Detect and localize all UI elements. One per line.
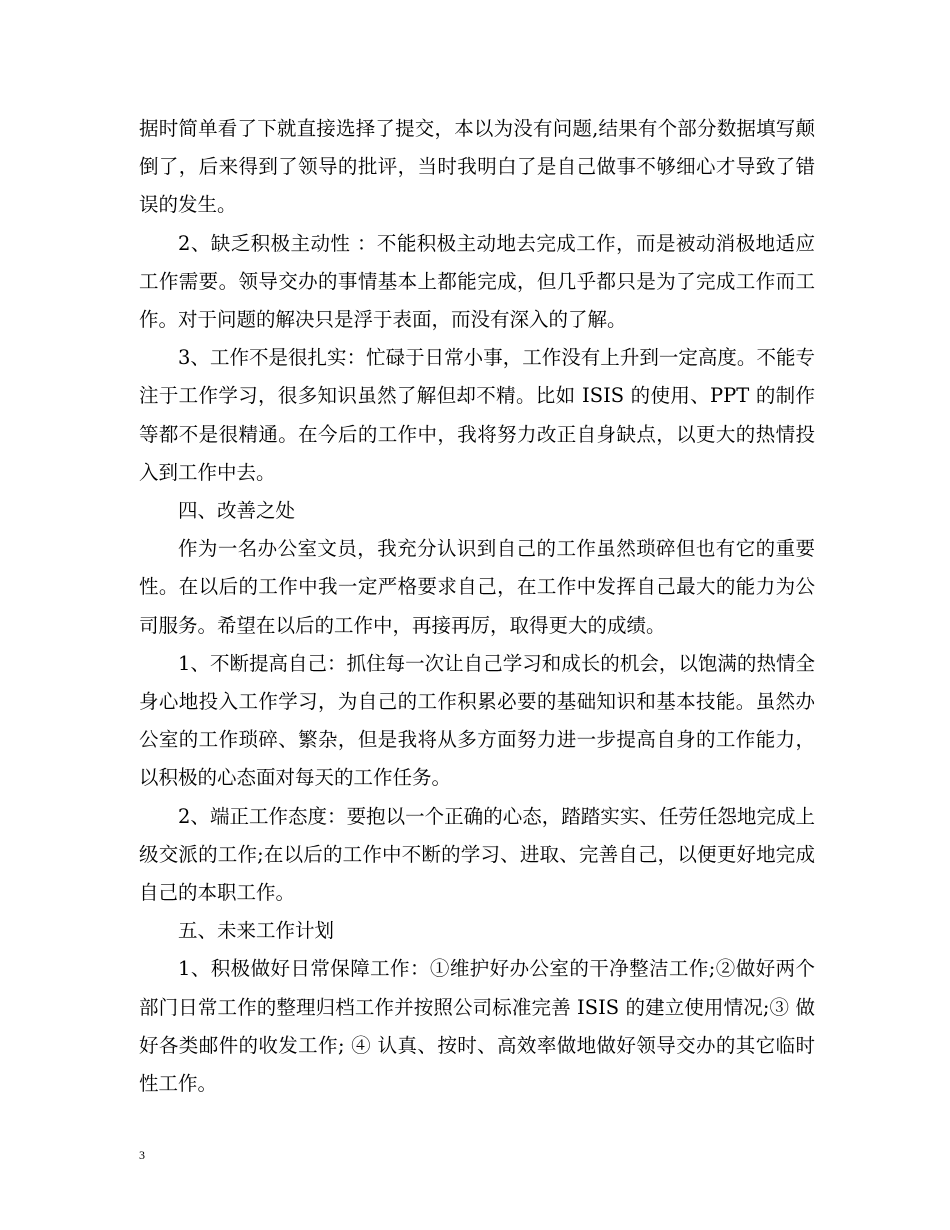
paragraph-self-improvement: 1、不断提高自己：抓住每一次让自己学习和成长的机会，以饱满的热情全身心地投入工作学习，为自己的工作积累必要的基础知识和基本技能。虽然办公室的工作琐碎、繁杂，但是我将从多方面努力进一步提高自身的工作能力，以积极的心态面对每天的工作任务。 (139, 651, 815, 790)
section-heading-future-plan: 五、未来工作计划 (178, 919, 335, 943)
page-number: 3 (139, 1148, 145, 1162)
document-body (139, 110, 815, 1103)
paragraph-continued: 据时简单看了下就直接选择了提交，本以为没有问题,结果有个部分数据填写颠倒了，后来得到了领导的批评，当时我明白了是自己做事不够细心才导致了错误的发生。 (139, 117, 815, 217)
paragraph-lack-initiative: 2、缺乏积极主动性 ：不能积极主动地去完成工作，而是被动消极地适应工作需要。领导交办的事情基本上都能完成，但几乎都只是为了完成工作而工作。对于问题的解决只是浮于表面，而没有深入的了解。 (139, 231, 815, 332)
paragraph-improvements-intro: 作为一名办公室文员，我充分认识到自己的工作虽然琐碎但也有它的重要性。在以后的工作中我一定严格要求自己，在工作中发挥自己最大的能力为公司服务。希望在以后的工作中，再接再厉，取得更大的成绩。 (139, 537, 815, 637)
section-heading-improvements: 四、改善之处 (178, 499, 296, 523)
paragraph-daily-support: 1、积极做好日常保障工作：①维护好办公室的干净整洁工作;②做好两个部门日常工作的整理归档工作并按照公司标准完善 ISIS 的建立使用情况;③ 做好各类邮件的收发工作; ④ 认真、按时、高效率做地做好领导交办的其它临时性工作。 (139, 957, 815, 1096)
paragraph-not-solid: 3、工作不是很扎实：忙碌于日常小事，工作没有上升到一定高度。不能专注于工作学习，很多知识虽然了解但却不精。比如 ISIS 的使用、PPT 的制作等都不是很精通。在今后的工作中，我将努力改正自身缺点，以更大的热情投入到工作中去。 (139, 346, 815, 484)
paragraph-work-attitude: 2、端正工作态度：要抱以一个正确的心态，踏踏实实、任劳任怨地完成上级交派的工作;在以后的工作中不断的学习、进取、完善自己，以便更好地完成自己的本职工作。 (139, 804, 815, 905)
